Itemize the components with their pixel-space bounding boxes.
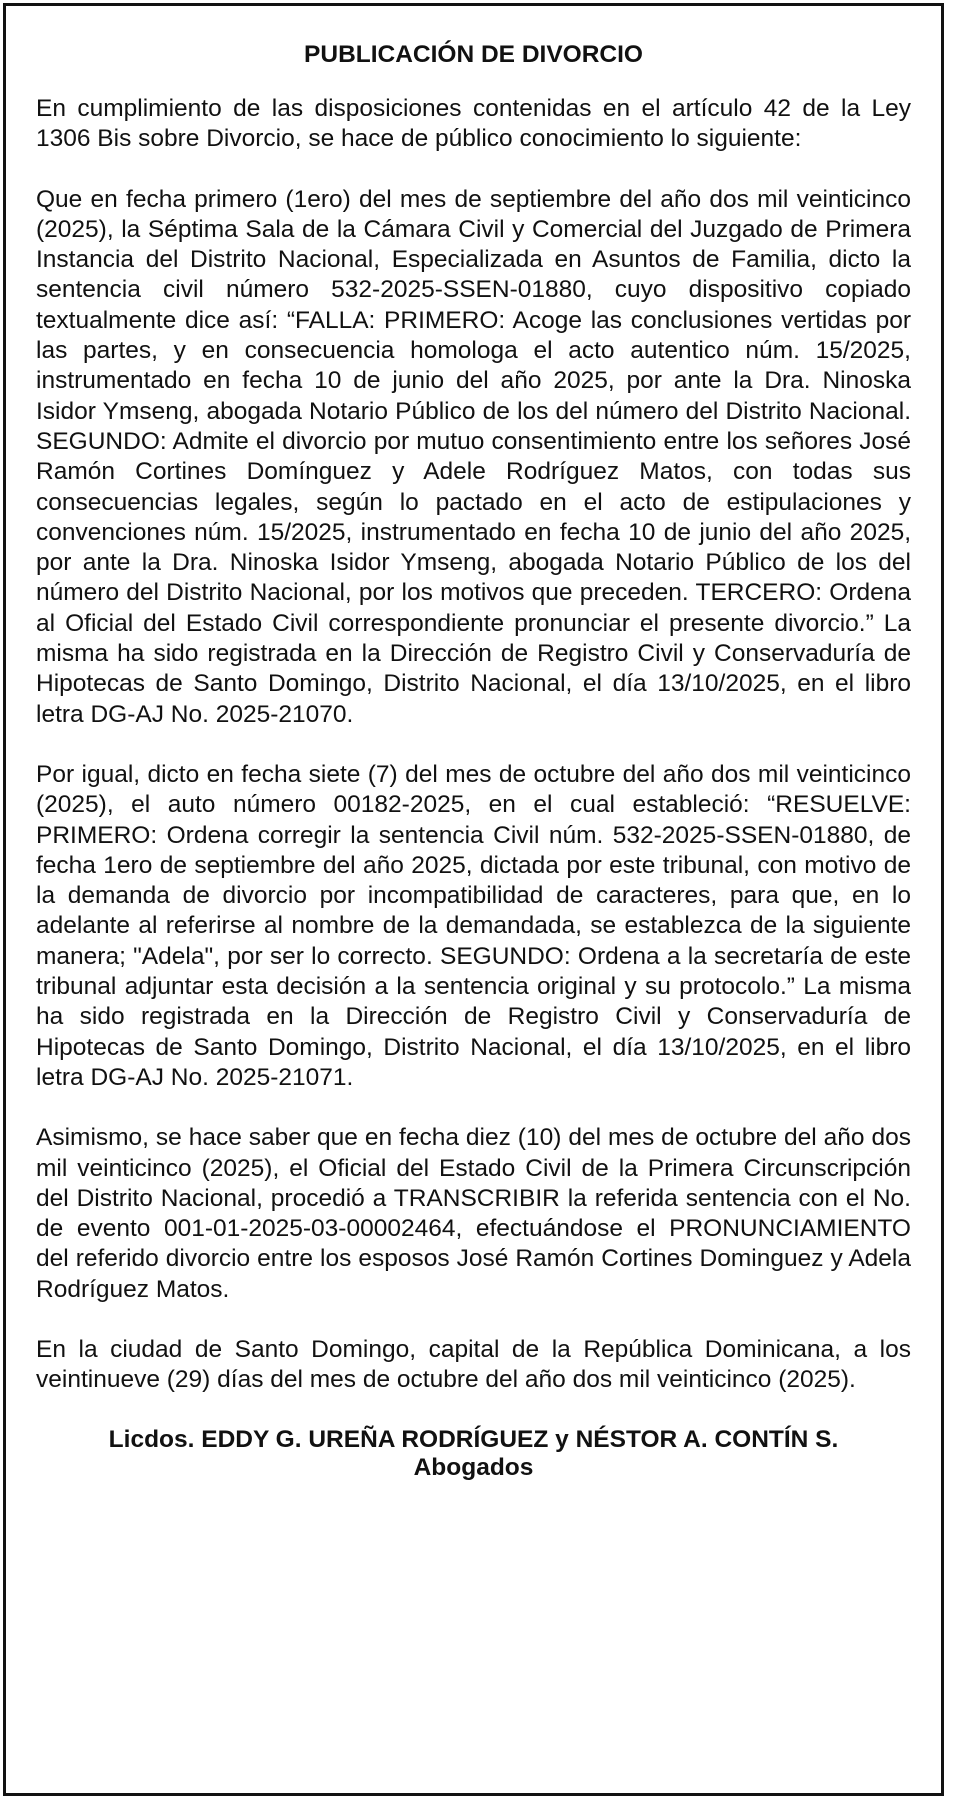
divorce-notice: [3, 3, 944, 1796]
paragraph-legal-basis: En cumplimiento de las disposiciones contenidas en el artículo 42 de la Ley 1306 Bis sobre Divorcio, se hace de público conocimiento lo siguiente:: [36, 95, 911, 153]
paragraph-correction-order: Por igual, dicto en fecha siete (7) del mes de octubre del año dos mil veinticinco (2025), el auto número 00182-2025, en el cual estableció: “RESUELVE: PRIMERO: Ordena corregir la sentencia Civil núm. 532-2025-SSEN-01880, de fecha 1ero de septiembre del año 2025, dictada por este tribunal, con motivo de la demanda de divorcio por incompatibilidad de caracteres, para que, en lo adelante al referirse al nombre de la demandada, se establezca de la siguiente manera; "Adela", por ser lo correcto. SEGUNDO: Ordena a la secretaría de este tribunal adjuntar esta decisión a la sentencia original y su protocolo.” La misma ha sido registrada en la Dirección de Registro Civil y Conservaduría de Hipotecas de Santo Domingo, Distrito Nacional, el día 13/10/2025, en el libro letra DG-AJ No. 2025-21071.: [36, 760, 911, 1091]
signature-role: Abogados: [413, 1453, 534, 1481]
paragraph-judgment: Que en fecha primero (1ero) del mes de septiembre del año dos mil veinticinco (2025), la Séptima Sala de la Cámara Civil y Comercial del Juzgado de Primera Instancia del Distrito Nacional, Especializada en Asuntos de Familia, dicto la sentencia civil número 532-2025-SSEN-01880, cuyo dispositivo copiado textualmente dice así: “FALLA: PRIMERO: Acoge las conclusiones vertidas por las partes, y en consecuencia homologa el acto autentico núm. 15/2025, instrumentado en fecha 10 de junio del año 2025, por ante la Dra. Ninoska Isidor Ymseng, abogada Notario Público de los del número del Distrito Nacional. SEGUNDO: Admite el divorcio por mutuo consentimiento entre los señores José Ramón Cortines Domínguez y Adele Rodríguez Matos, con todas sus consecuencias legales, según lo pactado en el acto de estipulaciones y convenciones núm. 15/2025, instrumentado en fecha 10 de junio del año 2025, por ante la Dra. Ninoska Isidor Ymseng, abogada Notario Público de los del número del Distrito Nacional, por los motivos que preceden. TERCERO: Ordena al Oficial del Estado Civil correspondiente pronunciar el presente divorcio.” La misma ha sido registrada en la Dirección de Registro Civil y Conservaduría de Hipotecas de Santo Domingo, Distrito Nacional, el día 13/10/2025, en el libro letra DG-AJ No. 2025-21070.: [36, 185, 911, 728]
signature-names: Licdos. EDDY G. UREÑA RODRÍGUEZ y NÉSTOR A. CONTÍN S.: [108, 1425, 839, 1453]
notice-title: PUBLICACIÓN DE DIVORCIO: [304, 41, 643, 68]
signature-block: [36, 1426, 911, 1482]
paragraph-place-date: En la ciudad de Santo Domingo, capital de la República Dominicana, a los veintinueve (29) días del mes de octubre del año dos mil veinticinco (2025).: [36, 1335, 911, 1394]
paragraph-transcription: Asimismo, se hace saber que en fecha diez (10) del mes de octubre del año dos mil veinticinco (2025), el Oficial del Estado Civil de la Primera Circunscripción del Distrito Nacional, procedió a TRANSCRIBIR la referida sentencia con el No. de evento 001-01-2025-03-00002464, efectuándose el PRONUNCIAMIENTO del referido divorcio entre los esposos José Ramón Cortines Dominguez y Adela Rodríguez Matos.: [36, 1124, 911, 1303]
